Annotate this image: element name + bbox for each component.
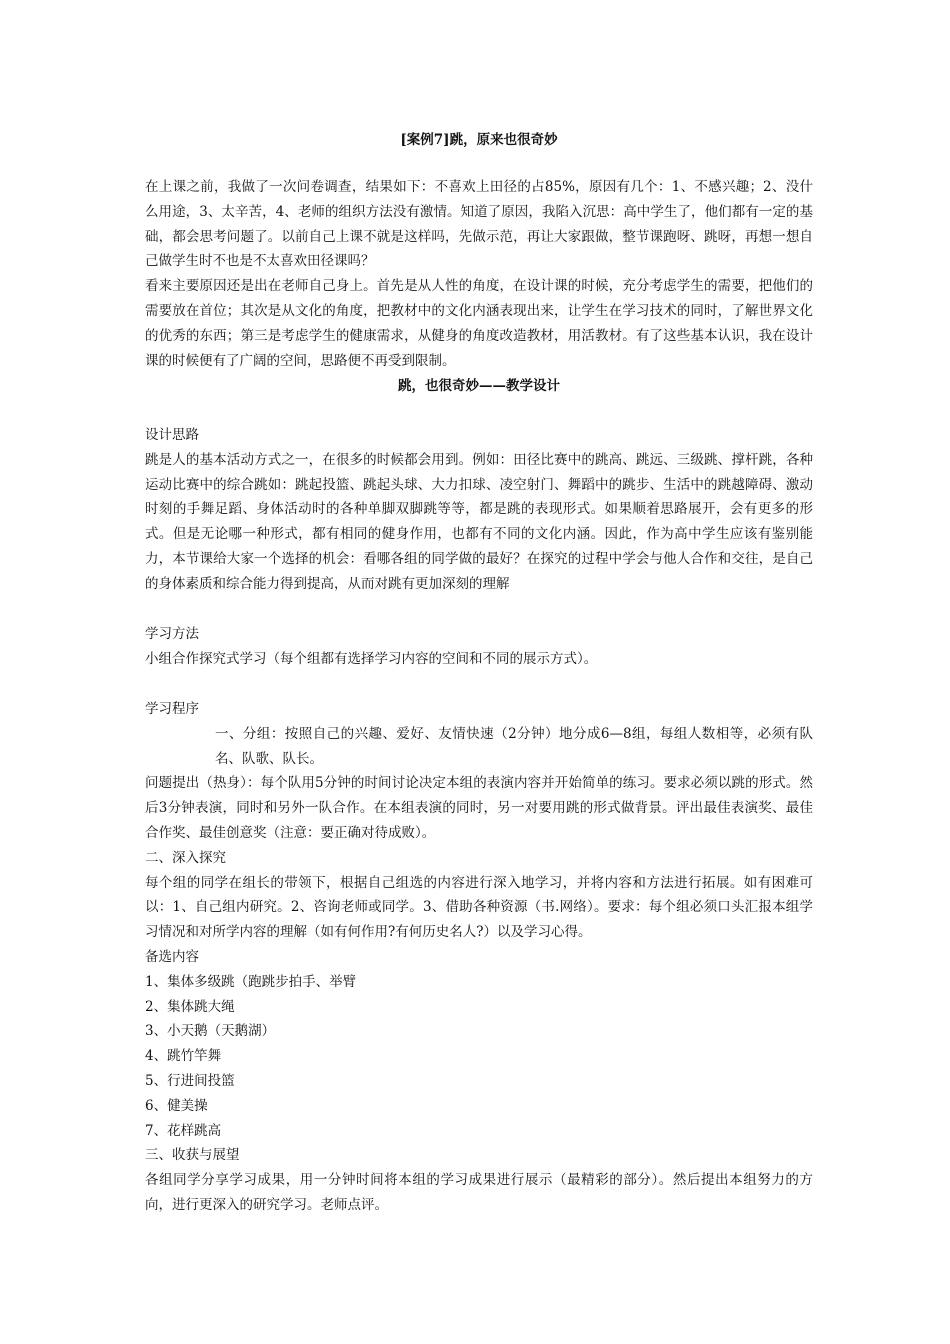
design-idea-section [145, 423, 813, 597]
list-item: 2、集体跳大绳 [145, 998, 235, 1015]
list-item: 1、集体多级跳（跑跳步拍手、举臂 [145, 973, 357, 990]
method-heading: 学习方法 [145, 626, 199, 642]
procedure-section [145, 697, 813, 1218]
intro-paragraph-1: 在上课之前，我做了一次问卷调查，结果如下：不喜欢上田径的占85%，原因有几个：1、不感兴趣；2、没什么用途，3、太辛苦，4、老师的组织方法没有激情。知道了原因，我陷入沉思：高中学生了，他们都有一定的基础，都会思考问题了。以前自己上课不就是这样吗，先做示范，再让大家跟做，整节课跑呀、跳呀，再想一想自己做学生时不也是不太喜欢田径课吗？ [145, 179, 813, 270]
options-list [145, 970, 813, 1144]
method-section [145, 622, 813, 672]
procedure-step3-text: 各组同学分享学习成果，用一分钟时间将本组的学习成果进行展示（最精彩的部分）。然后提出本组努力的方向，进行更深入的研究学习。老师点评。 [145, 1172, 813, 1213]
intro-paragraph-2: 看来主要原因还是出在老师自己身上。首先是从人性的角度，在设计课的时候，充分考虑学生的需要，把他们的需要放在首位；其次是从文化的角度，把教材中的文化内涵表现出来，让学生在学习技术的同时，了解世界文化的优秀的东西；第三是考虑学生的健康需求，从健身的角度改造教材，用活教材。有了这些基本认识，我在设计课的时候便有了广阔的空间，思路便不再受到限制。 [145, 278, 813, 369]
procedure-step1: 一、分组：按照自己的兴趣、爱好、友情快速（2分钟）地分成6—8组，每组人数相等，必须有队名、队歌、队长。 [215, 725, 813, 767]
list-item: 7、花样跳高 [145, 1122, 222, 1139]
case-title: [案例7]跳，原来也很奇妙 [400, 132, 558, 148]
list-item: 5、行进间投篮 [145, 1072, 235, 1089]
design-idea-text: 跳是人的基本活动方式之一，在很多的时候都会用到。例如：田径比赛中的跳高、跳远、三级跳、撑杆跳，各种运动比赛中的综合跳如：跳起投篮、跳起头球、大力扣球、凌空射门、舞蹈中的跳步、生活中的跳越障碍、激动时刻的手舞足蹈、身体活动时的各种单脚双脚跳等等，都是跳的表现形式。如果顺着思路展开，会有更多的形式。但是无论哪一种形式，都有相同的健身作用，也都有不同的文化内涵。因此，作为高中学生应该有鉴别能力，本节课给大家一个选择的机会：看哪各组的同学做的最好？在探究的过程中学会与他人合作和交往，是自己的身体素质和综合能力得到提高，从而对跳有更加深刻的理解 [145, 451, 813, 592]
procedure-step2-heading: 二、深入探究 [145, 849, 226, 866]
design-idea-heading: 设计思路 [145, 427, 199, 443]
list-item: 4、跳竹竿舞 [145, 1048, 222, 1065]
options-heading: 备选内容 [145, 948, 199, 965]
intro-section [145, 175, 813, 373]
list-item: 3、小天鹅（天鹅湖） [145, 1023, 276, 1040]
procedure-step3-heading: 三、收获与展望 [145, 1147, 240, 1164]
procedure-step2-text: 每个组的同学在组长的带领下，根据自己组选的内容进行深入地学习，并将内容和方法进行拓展。如有困难可以：1、自己组内研究。2、咨询老师或同学。3、借助各种资源（书.网络）。要求：每个组必须口头汇报本组学习情况和对所学内容的理解（如有何作用?有何历史名人?）以及学习心得。 [145, 874, 813, 941]
list-item: 6、健美操 [145, 1097, 208, 1114]
procedure-warmup: 问题提出（热身）：每个队用5分钟的时间讨论决定本组的表演内容并开始简单的练习。要求必须以跳的形式。然后3分钟表演，同时和另外一队合作。在本组表演的同时，另一对要用跳的形式做背景。评出最佳表演奖、最佳合作奖、最佳创意奖（注意：要正确对待成败）。 [145, 775, 813, 841]
method-text: 小组合作探究式学习（每个组都有选择学习内容的空间和不同的展示方式）。 [145, 650, 598, 667]
design-title: 跳，也很奇妙——教学设计 [398, 378, 560, 394]
procedure-heading: 学习程序 [145, 701, 199, 717]
